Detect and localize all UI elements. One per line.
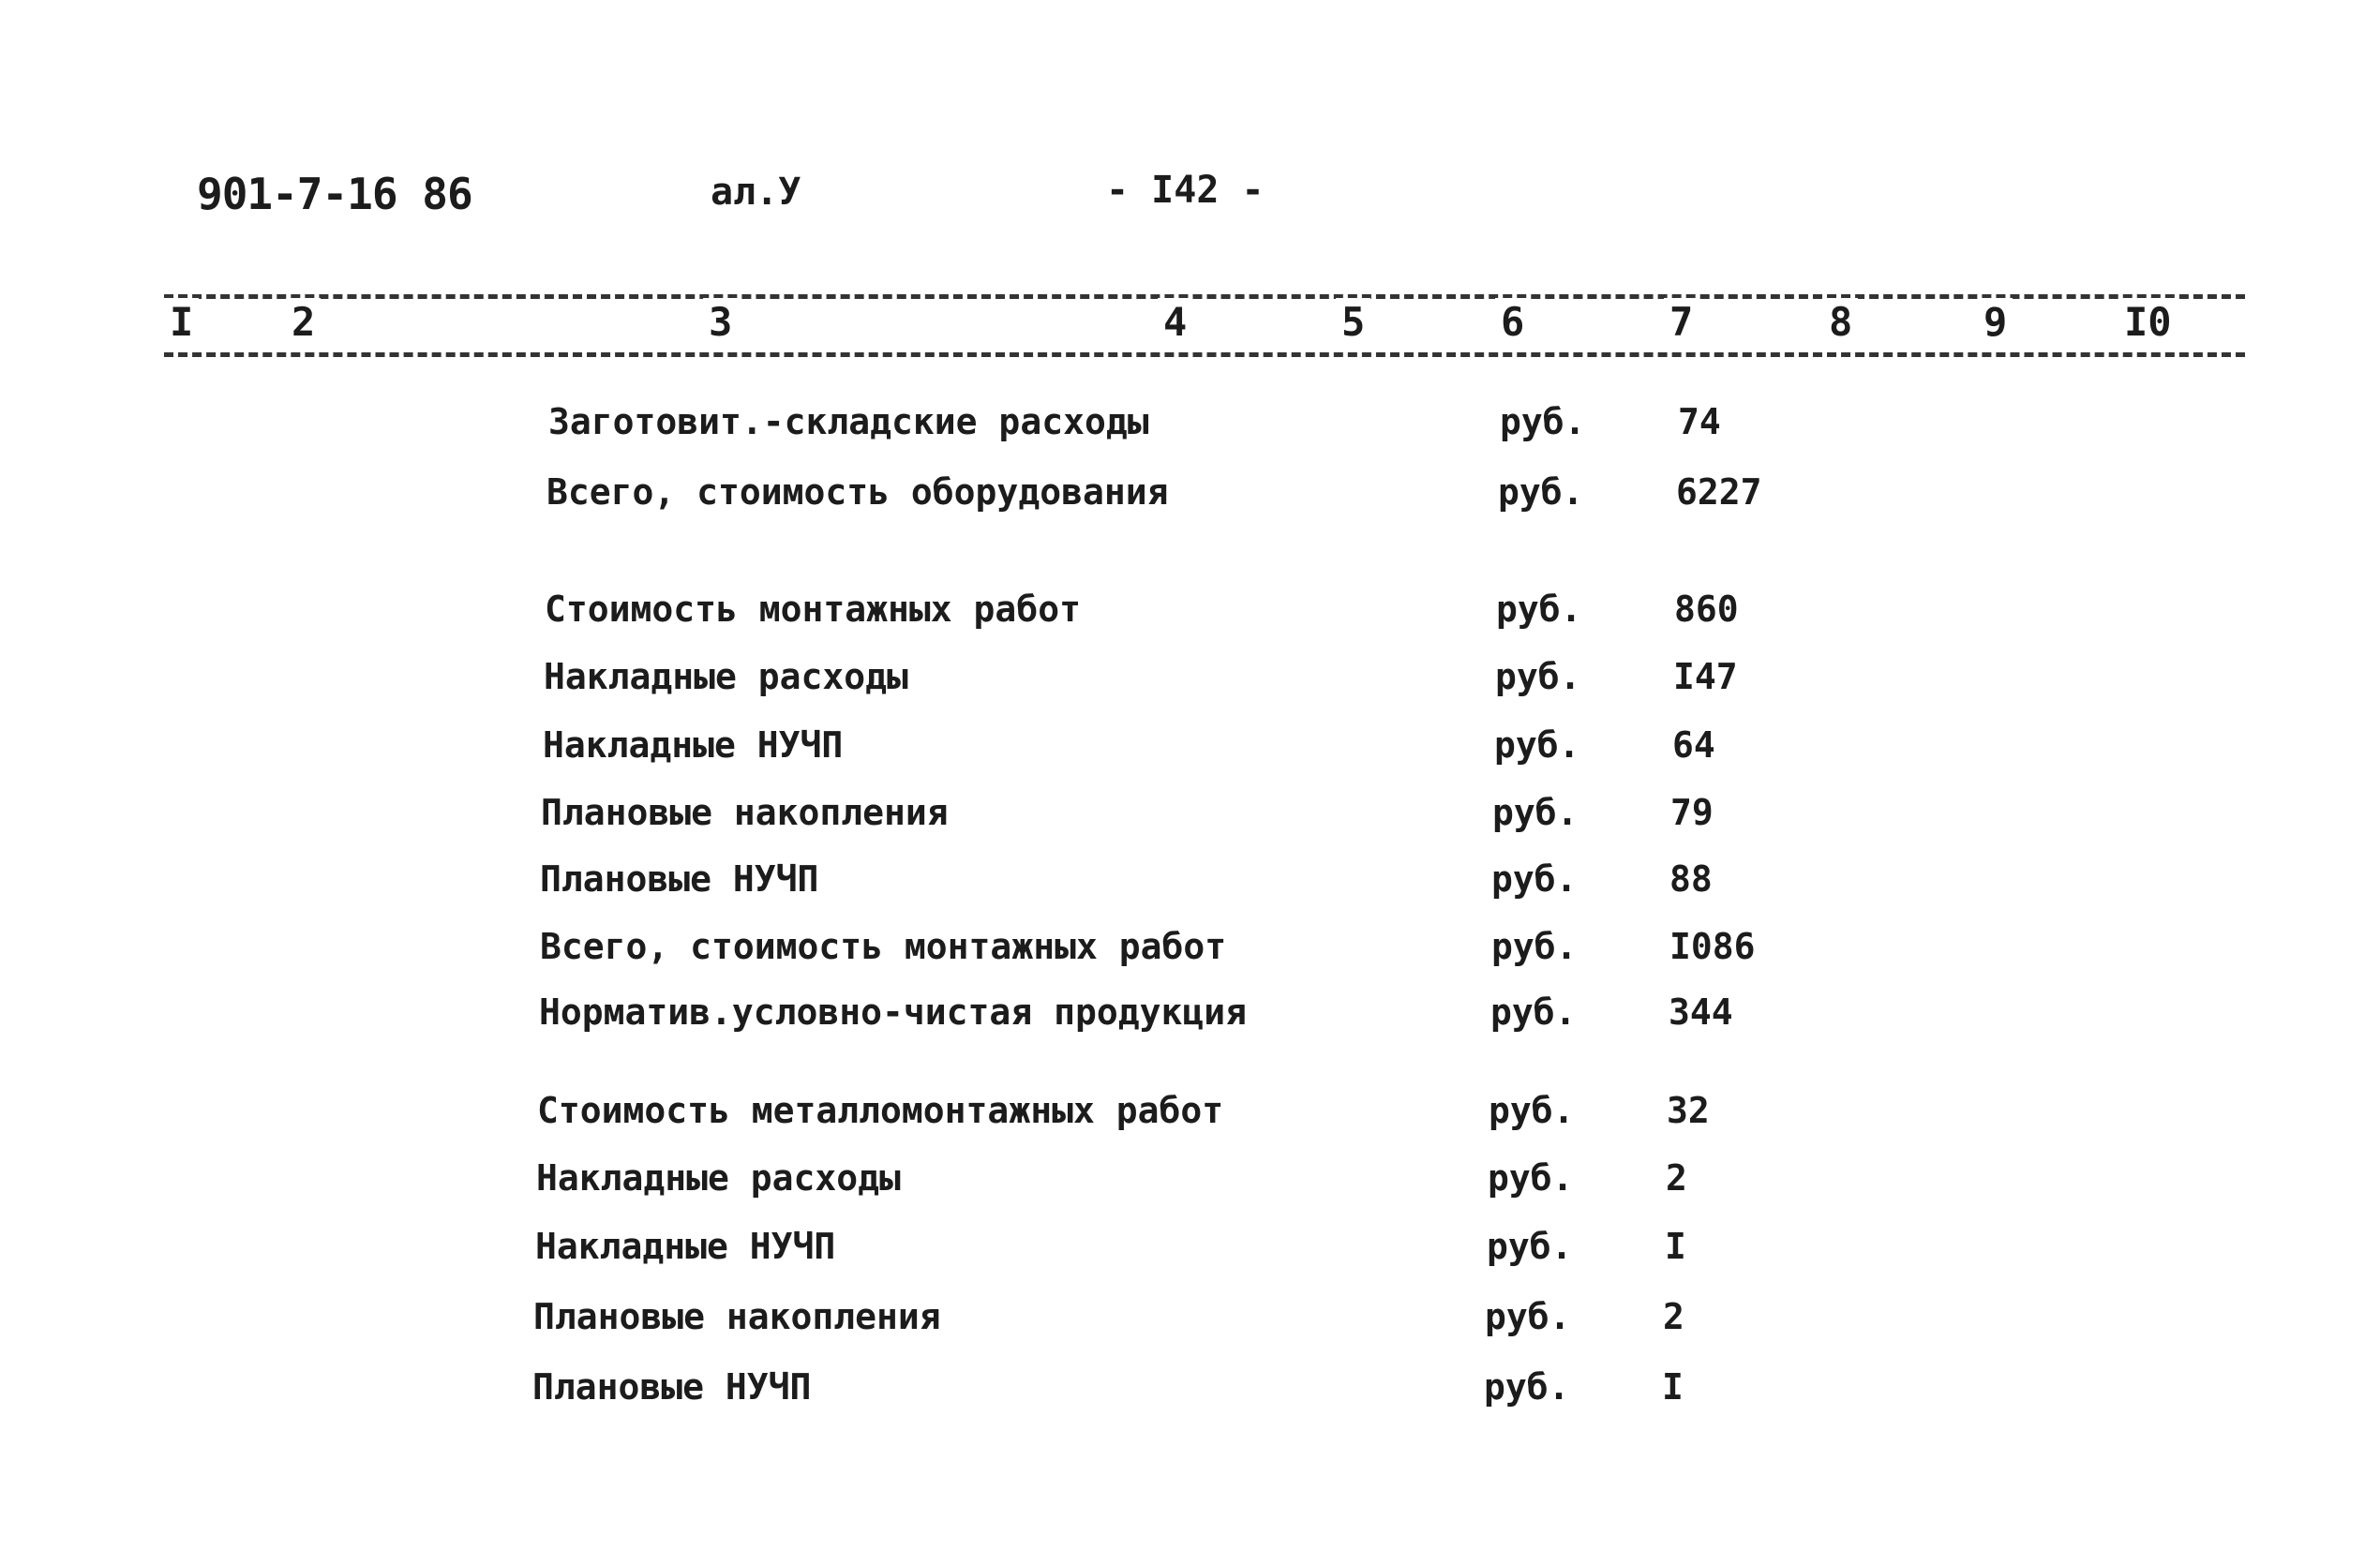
- column-number-5: 5: [1336, 298, 1370, 347]
- row-label: Накладные НУЧП: [535, 1226, 836, 1267]
- row-unit: руб.: [1488, 1157, 1574, 1199]
- row-value: I086: [1669, 926, 1756, 967]
- column-number-1: I: [164, 298, 199, 347]
- row-label: Стоимость металломонтажных работ: [537, 1090, 1224, 1131]
- row-unit: руб.: [1490, 991, 1577, 1033]
- row-unit: руб.: [1492, 792, 1579, 833]
- row-value: 344: [1669, 991, 1733, 1033]
- row-value: 860: [1674, 589, 1739, 630]
- row-value: 79: [1670, 792, 1714, 833]
- row-label: Накладные расходы: [544, 656, 908, 697]
- row-value: 6227: [1676, 471, 1762, 513]
- column-number-7: 7: [1664, 298, 1699, 347]
- row-label: Заготовит.-складские расходы: [548, 401, 1149, 442]
- row-unit: руб.: [1487, 1226, 1573, 1267]
- row-value: I47: [1673, 656, 1738, 697]
- column-number-3: 3: [703, 298, 738, 347]
- page-number: - I42 -: [1106, 169, 1265, 212]
- row-unit: руб.: [1500, 401, 1586, 442]
- row-unit: руб.: [1495, 656, 1581, 697]
- row-unit: руб.: [1491, 926, 1578, 967]
- row-value: 88: [1669, 858, 1713, 900]
- sheet-label: ал.У: [711, 171, 801, 214]
- row-label: Всего, стоимость оборудования: [546, 471, 1169, 513]
- row-unit: руб.: [1489, 1090, 1575, 1131]
- row-value: I: [1665, 1226, 1686, 1267]
- row-label: Накладные НУЧП: [543, 724, 844, 766]
- row-unit: руб.: [1494, 724, 1580, 766]
- row-label: Накладные расходы: [536, 1157, 901, 1199]
- row-value: I: [1662, 1366, 1684, 1408]
- row-unit: руб.: [1485, 1296, 1571, 1337]
- column-number-10: I0: [2118, 298, 2178, 347]
- column-number-9: 9: [1978, 298, 2013, 347]
- row-unit: руб.: [1491, 858, 1578, 900]
- row-label: Плановые накопления: [541, 792, 949, 833]
- row-label: Плановые НУЧП: [540, 858, 819, 900]
- column-number-2: 2: [286, 298, 321, 347]
- row-value: 74: [1678, 401, 1721, 442]
- row-unit: руб.: [1484, 1366, 1570, 1408]
- row-value: 32: [1667, 1090, 1710, 1131]
- column-number-6: 6: [1495, 298, 1530, 347]
- row-value: 2: [1663, 1296, 1684, 1337]
- row-unit: руб.: [1496, 589, 1582, 630]
- column-number-8: 8: [1823, 298, 1858, 347]
- row-label: Плановые НУЧП: [532, 1366, 812, 1408]
- row-label: Плановые накопления: [533, 1296, 941, 1337]
- row-value: 2: [1666, 1157, 1687, 1199]
- document-code: 901-7-16 86: [197, 169, 472, 219]
- row-label: Стоимость монтажных работ: [545, 589, 1081, 630]
- row-unit: руб.: [1498, 471, 1584, 513]
- row-label: Всего, стоимость монтажных работ: [540, 926, 1227, 967]
- column-number-4: 4: [1158, 298, 1192, 347]
- row-value: 64: [1672, 724, 1715, 766]
- row-label: Норматив.условно-чистая продукция: [539, 991, 1247, 1033]
